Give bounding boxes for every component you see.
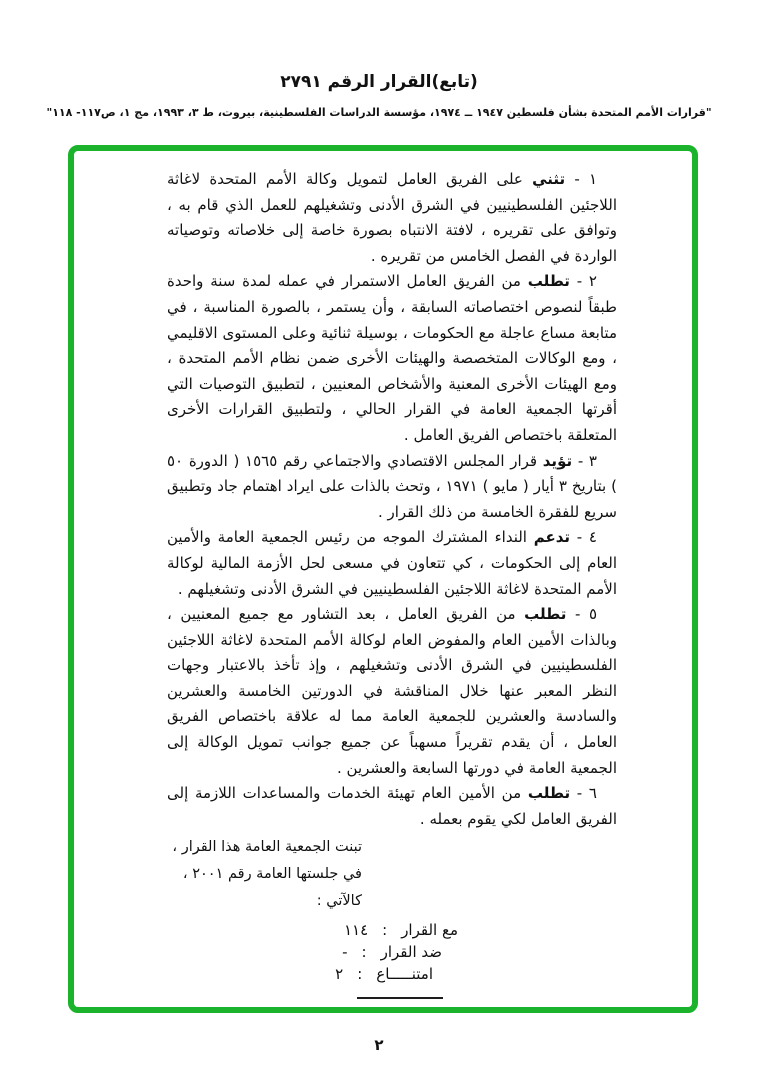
adoption-line: تبنت الجمعية العامة هذا القرار ،: [172, 839, 362, 856]
source-citation: "قرارات الأمم المتحدة بشأن فلسطين ١٩٤٧ ــ ١٩٧٤، مؤسسة الدراسات الفلسطينية، بيروت، ط ٣، ١٩٩٣، مج ١، ص١١٧- ١١٨": [46, 106, 712, 119]
vote-separator: :: [361, 943, 367, 962]
vote-label: مع القرار: [401, 921, 458, 940]
adoption-block: [167, 834, 617, 915]
paragraph-number: ٦ -: [576, 784, 597, 803]
vote-row: [167, 941, 442, 963]
operative-verb: تثني: [532, 170, 566, 188]
paragraph-number: ٢ -: [576, 272, 597, 291]
paragraph-text: النداء المشترك الموجه من رئيس الجمعية العامة والأمين العام إلى الحكومات ، كي تتعاون في مسعى لحل الأزمة المالية لوكالة الأمم المتحدة لاغاثة اللاجئين الفلسطينيين في الشرق الأدنى وتشغيلهم .: [167, 528, 617, 598]
paragraph-text: من الأمين العام تهيئة الخدمات والمساعدات اللازمة إلى الفريق العامل لكي يقوم بعمله .: [167, 784, 617, 828]
vote-label: امتنـــــاع: [376, 965, 433, 984]
frame-content: [74, 151, 692, 1007]
operative-verb: تطلب: [524, 605, 567, 624]
vote-row: [167, 963, 433, 985]
resolution-paragraph: [167, 449, 617, 526]
paragraph-text: من الفريق العامل الاستمرار في عمله لمدة سنة واحدة طبقاً لنصوص اختصاصاته السابقة ، وأن يستمر ، بالصورة المناسبة ، في متابعة مساع عاجلة مع الحكومات ، بوسيلة ثنائية وعلى المستوى الاقليمي ، ومع الوكالات المتخصصة والهيئات الأخرى ضمن نظام الأمم المتحدة ، ومع الهيئات الأخرى المعنية والأشخاص المعنيين ، لتطبيق التوصيات التي أقرتها الجمعية العامة في القرار الحالي ، ولتطبيق القرارات الأخرى المتعلقة باختصاص الفريق العامل .: [167, 272, 617, 444]
adoption-line: في جلستها العامة رقم ٢٠٠١ ،: [182, 866, 362, 883]
separator-rule: [357, 997, 443, 999]
votes-block: [167, 919, 617, 985]
resolution-title: (تابع)القرار الرقم ٢٧٩١: [280, 72, 478, 92]
resolution-paragraph: [167, 602, 617, 781]
operative-verb: تدعم: [533, 528, 571, 547]
paragraph-text: قرار المجلس الاقتصادي والاجتماعي رقم ١٥٦٥ ( الدورة ٥٠ ) بتاريخ ٣ أيار ( مايو ) ١٩٧١ ، وتحث بالذات على ايراد اهتمام جاد وتطبيق سريع للفقرة الخامسة من ذلك القرار .: [167, 451, 617, 521]
vote-label: ضد القرار: [380, 943, 442, 962]
resolution-paragraph: [167, 525, 617, 602]
resolution-paragraph: [167, 781, 617, 832]
paragraph-text: على الفريق العامل لتمويل وكالة الأمم المتحدة لاغاثة اللاجئين الفلسطينيين في الشرق الأدنى وتشغيلهم للعمل الذي قام به ، وتوافق على تقريره ، لافتة الانتباه بصورة خاصة إلى خلاصاته وتوصياته الواردة في الفصل الخامس من تقريره .: [167, 170, 617, 265]
page-number: ٢: [374, 1036, 384, 1054]
paragraph-text: من الفريق العامل ، بعد التشاور مع جميع المعنيين ، وبالذات الأمين العام والمفوض العام لوكالة الأمم المتحدة لاغاثة اللاجئين الفلسطينيين في الشرق الأدنى وتشغيلهم ، وإذ تأخذ بالاعتبار وجهات النظر المعبر عنها خلال المناقشة في الدورتين الخامسة والعشرين والسادسة والعشرين للجمعية العامة مما له علاقة باختصاص الفريق العامل ، أن يقدم تقريراً مسهباً عن جميع جوانب تمويل الوكالة إلى الجمعية العامة في دورتها السابعة والعشرين .: [167, 605, 617, 777]
resolution-paragraph: [167, 167, 617, 269]
adoption-line: كالآتي :: [316, 893, 362, 910]
resolution-body: [167, 167, 617, 832]
paragraph-number: ٣ -: [577, 451, 597, 470]
vote-separator: :: [382, 921, 388, 940]
vote-value: ١١٤: [343, 921, 369, 940]
vote-row: [167, 919, 458, 941]
vote-value: -: [342, 943, 348, 962]
operative-verb: تطلب: [527, 784, 571, 803]
paragraph-number: ٥ -: [574, 605, 597, 624]
paragraph-number: ٤ -: [576, 528, 597, 547]
vote-value: ٢: [335, 965, 344, 984]
operative-verb: تؤيد: [542, 451, 573, 470]
document-frame: [68, 145, 698, 1013]
vote-separator: :: [357, 965, 363, 984]
paragraph-number: ١ -: [574, 170, 597, 188]
resolution-paragraph: [167, 269, 617, 448]
operative-verb: تطلب: [527, 272, 570, 291]
